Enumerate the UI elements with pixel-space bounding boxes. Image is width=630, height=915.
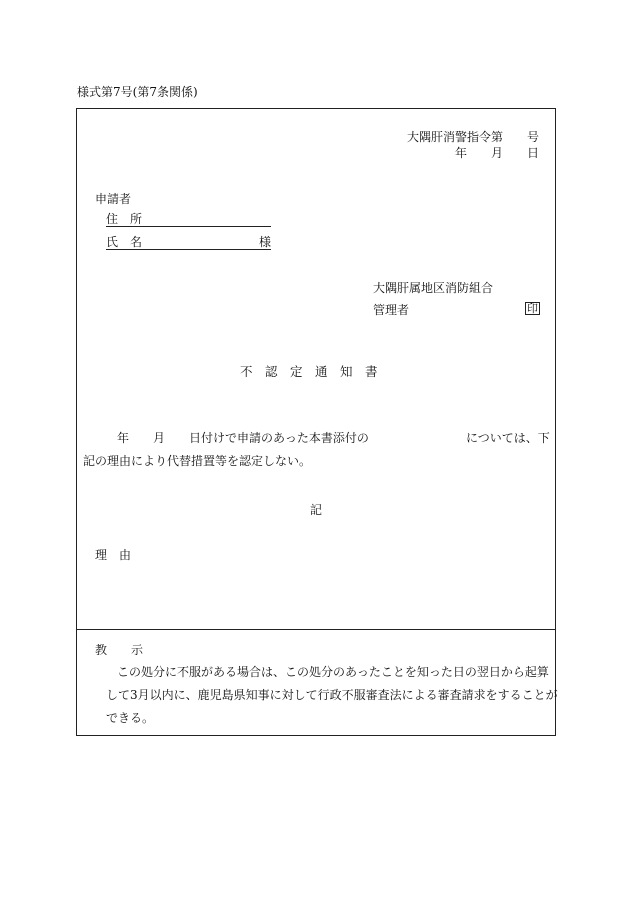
reason-label: 理 由 — [95, 548, 132, 562]
issuer-title: 管理者 — [373, 303, 410, 317]
document-date: 年 月 日 — [454, 146, 539, 160]
honorific: 様 — [258, 235, 271, 249]
document-number: 大隅肝消警指令第 号 — [406, 130, 539, 144]
notice-line-2: して3月以内に、鹿児島県知事に対して行政不服審査法による審査請求をすることが — [106, 688, 558, 702]
notice-line-3: できる。 — [106, 711, 155, 725]
ki-label: 記 — [310, 503, 323, 517]
notice-heading: 教 示 — [95, 643, 144, 657]
applicant-address-label: 住 所 — [106, 212, 143, 226]
document-frame — [76, 108, 556, 736]
body-line-1: 年 月 日付けで申請のあった本書添付の — [117, 431, 369, 445]
notice-line-1: この処分に不服がある場合は、この処分のあったことを知った日の翌日から起算 — [117, 665, 549, 679]
notice-divider — [76, 629, 556, 630]
body-line-2: 記の理由により代替措置等を認定しない。 — [83, 454, 312, 468]
body-line-1-tail: については、下 — [466, 431, 550, 445]
applicant-name-label: 氏 名 — [106, 235, 143, 249]
document-title: 不 認 定 通 知 書 — [240, 364, 378, 379]
applicant-address-line — [106, 213, 271, 227]
form-label: 様式第7号(第7条関係) — [77, 85, 198, 99]
applicant-name-line — [106, 236, 271, 250]
applicant-heading: 申請者 — [95, 192, 132, 206]
issuer-organization: 大隅肝属地区消防組合 — [373, 281, 494, 295]
seal-mark: 印 — [527, 302, 538, 315]
